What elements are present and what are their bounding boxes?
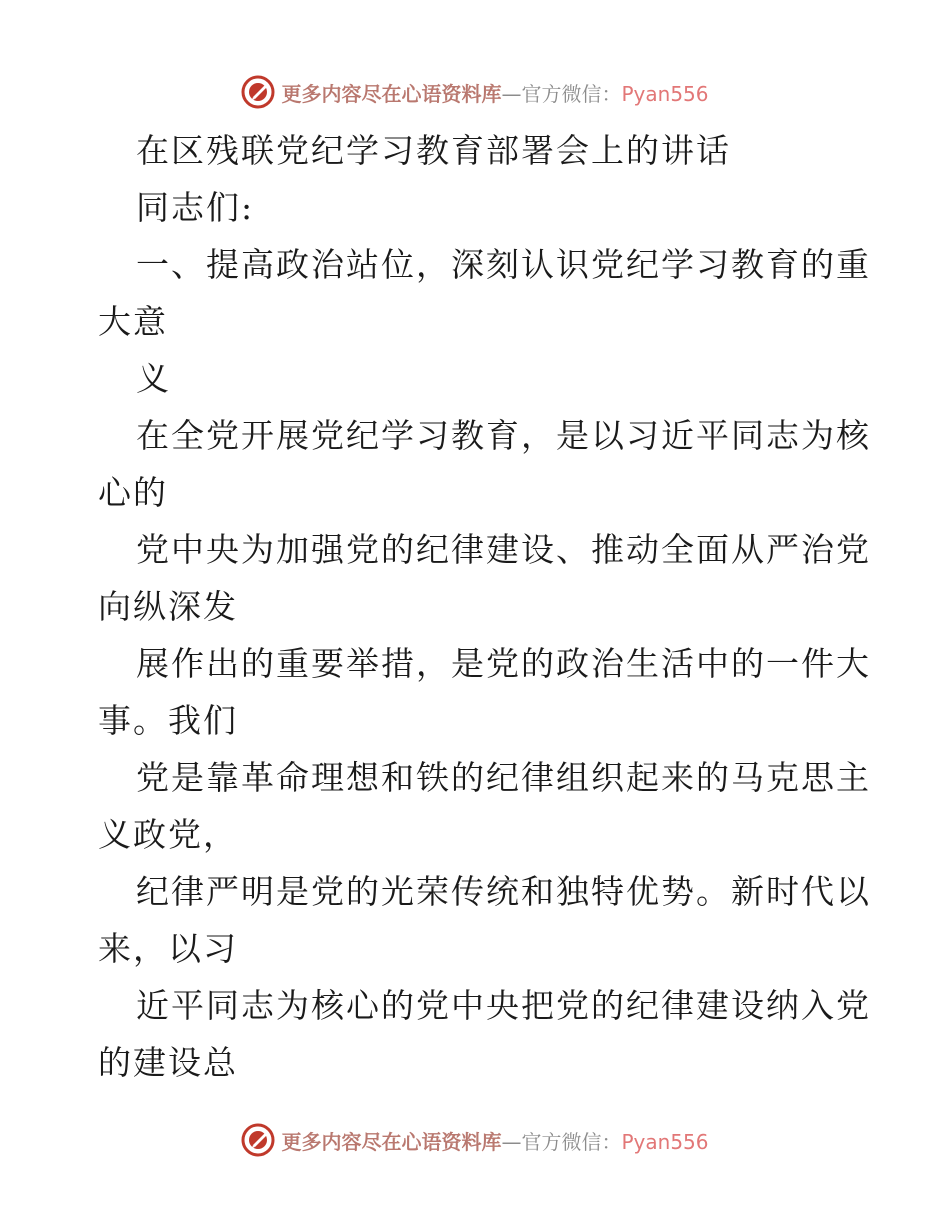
watermark-cn: 更多内容尽在心语资料库: [281, 81, 502, 106]
salutation: 同志们:: [136, 188, 255, 227]
section-heading-1-cont: 大意: [98, 302, 168, 341]
header-watermark: [0, 70, 950, 114]
paragraph-line: 党中央为加强党的纪律建设、推动全面从严治党: [136, 530, 871, 569]
paragraph-line: 纪律严明是党的光荣传统和独特优势。新时代以: [136, 872, 871, 911]
document-title: 在区残联党纪学习教育部署会上的讲话: [136, 131, 731, 170]
watermark-wechat-id: Pyan556: [621, 1129, 709, 1154]
watermark-separator: —: [501, 1129, 522, 1154]
watermark-text: [281, 1126, 708, 1155]
footer-watermark: [0, 1118, 950, 1162]
paragraph-line: 来，以习: [98, 929, 238, 968]
paragraph-line: 向纵深发: [98, 587, 238, 626]
paragraph-line: 在全党开展党纪学习教育，是以习近平同志为核: [136, 416, 871, 455]
paragraph-line: 事。我们: [98, 701, 238, 740]
paragraph-line: 党是靠革命理想和铁的纪律组织起来的马克思主: [136, 758, 871, 797]
document-body: [98, 122, 871, 1091]
section-heading-1-end: 义: [136, 359, 171, 398]
watermark-text: [281, 78, 708, 107]
pen-seal-icon: [241, 1123, 275, 1157]
paragraph-line: 的建设总: [98, 1043, 238, 1082]
paragraph-line: 心的: [98, 473, 168, 512]
paragraph-line: 义政党，: [98, 815, 238, 854]
watermark-wechat-label: 官方微信：: [521, 81, 622, 106]
section-heading-1: 一、提高政治站位，深刻认识党纪学习教育的重: [136, 245, 871, 284]
watermark-cn: 更多内容尽在心语资料库: [281, 1129, 502, 1154]
pen-seal-icon: [241, 75, 275, 109]
watermark-wechat-label: 官方微信：: [521, 1129, 622, 1154]
paragraph-line: 近平同志为核心的党中央把党的纪律建设纳入党: [136, 986, 871, 1025]
paragraph-line: 展作出的重要举措，是党的政治生活中的一件大: [136, 644, 871, 683]
watermark-wechat-id: Pyan556: [621, 81, 709, 106]
watermark-separator: —: [501, 81, 522, 106]
